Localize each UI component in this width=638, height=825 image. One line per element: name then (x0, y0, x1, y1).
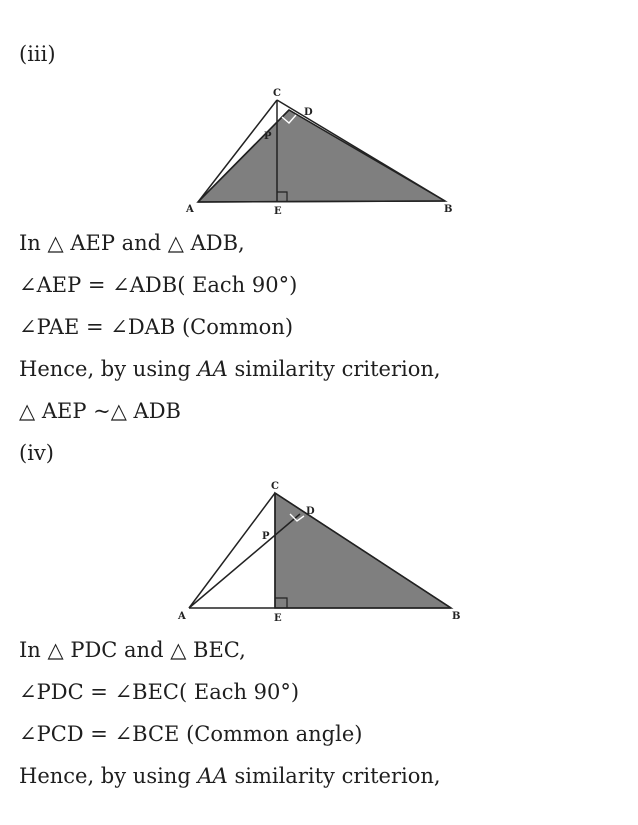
part-iv-line-4 (19, 762, 441, 790)
label-c: C (273, 88, 281, 99)
figure-iv (170, 480, 470, 630)
part-iii-line-3: ∠PAE = ∠DAB (Common) (19, 315, 294, 339)
part-iii-line-2: ∠AEP = ∠ADB( Each 90°) (19, 273, 298, 297)
figure-iii (180, 84, 470, 220)
part-iv-line-2: ∠PDC = ∠BEC( Each 90°) (19, 680, 300, 704)
label-c: C (271, 481, 279, 492)
part-iv-label: (iv) (19, 441, 54, 465)
label-b: B (444, 204, 453, 215)
part-iii-line-4-em: AA (197, 357, 228, 381)
label-p: P (264, 131, 272, 142)
part-iii-line-4-post: similarity criterion, (227, 357, 441, 381)
part-iii-line-4 (19, 355, 441, 383)
part-iii-line-5: △ AEP ~△ ADB (19, 399, 181, 423)
part-iv-line-4-em: AA (197, 764, 228, 788)
part-iv-line-3: ∠PCD = ∠BCE (Common angle) (19, 722, 363, 746)
segment-ab (198, 201, 445, 202)
label-e: E (274, 206, 282, 217)
part-iii-line-4-pre: Hence, by using (19, 357, 198, 381)
label-b: B (452, 611, 461, 622)
label-p: P (262, 531, 270, 542)
triangle-diagram-iv (170, 480, 470, 630)
part-iv-line-4-post: similarity criterion, (227, 764, 441, 788)
label-d: D (306, 506, 315, 517)
shaded-triangle-adb (198, 110, 445, 202)
triangle-diagram-iii (180, 84, 470, 220)
label-a: A (186, 204, 194, 215)
segment-ac (189, 493, 275, 608)
label-a: A (178, 611, 186, 622)
part-iv-line-4-pre: Hence, by using (19, 764, 198, 788)
label-e: E (274, 613, 282, 624)
part-iv-line-1: In △ PDC and △ BEC, (19, 638, 246, 662)
part-iii-label: (iii) (19, 42, 56, 66)
part-iii-line-1: In △ AEP and △ ADB, (19, 231, 245, 255)
label-d: D (304, 107, 313, 118)
